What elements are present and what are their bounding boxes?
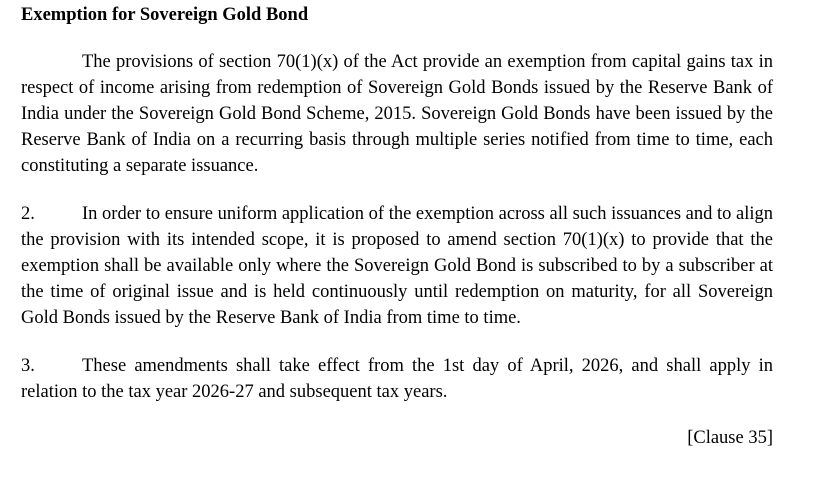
paragraph-1-text: The provisions of section 70(1)(x) of the Act provide an exemption from capital gains tax in respect of income arising from redemption of Sovereign Gold Bonds issued by the Reserve Bank of India under the Sovereign Gold Bond Scheme, 2015. Sovereign Gold Bonds have been issued by the Reserve Bank of India on a recurring basis through multiple series notified from time to time, each constituting a separate issuance. (21, 52, 773, 176)
document-page (21, 0, 773, 451)
clause-reference: [Clause 35] (687, 428, 773, 448)
paragraph-3-text: These amendments shall take effect from the 1st day of April, 2026, and shall apply in relation to the tax year 2026-27 and subsequent tax years. (21, 356, 773, 402)
paragraph-2 (21, 201, 773, 331)
paragraph-3-number: 3. (21, 356, 35, 376)
paragraph-2-number: 2. (21, 204, 35, 224)
paragraph-1 (21, 49, 773, 179)
section-heading: Exemption for Sovereign Gold Bond (21, 5, 309, 25)
paragraph-3 (21, 353, 773, 405)
paragraph-2-text: In order to ensure uniform application of the exemption across all such issuances and to align the provision with its intended scope, it is proposed to amend section 70(1)(x) to provide that the exemption shall be available only where the Sovereign Gold Bond is subscribed to by a subscriber at the time of original issue and is held continuously until redemption on maturity, for all Sovereign Gold Bonds issued by the Reserve Bank of India from time to time. (21, 204, 773, 328)
